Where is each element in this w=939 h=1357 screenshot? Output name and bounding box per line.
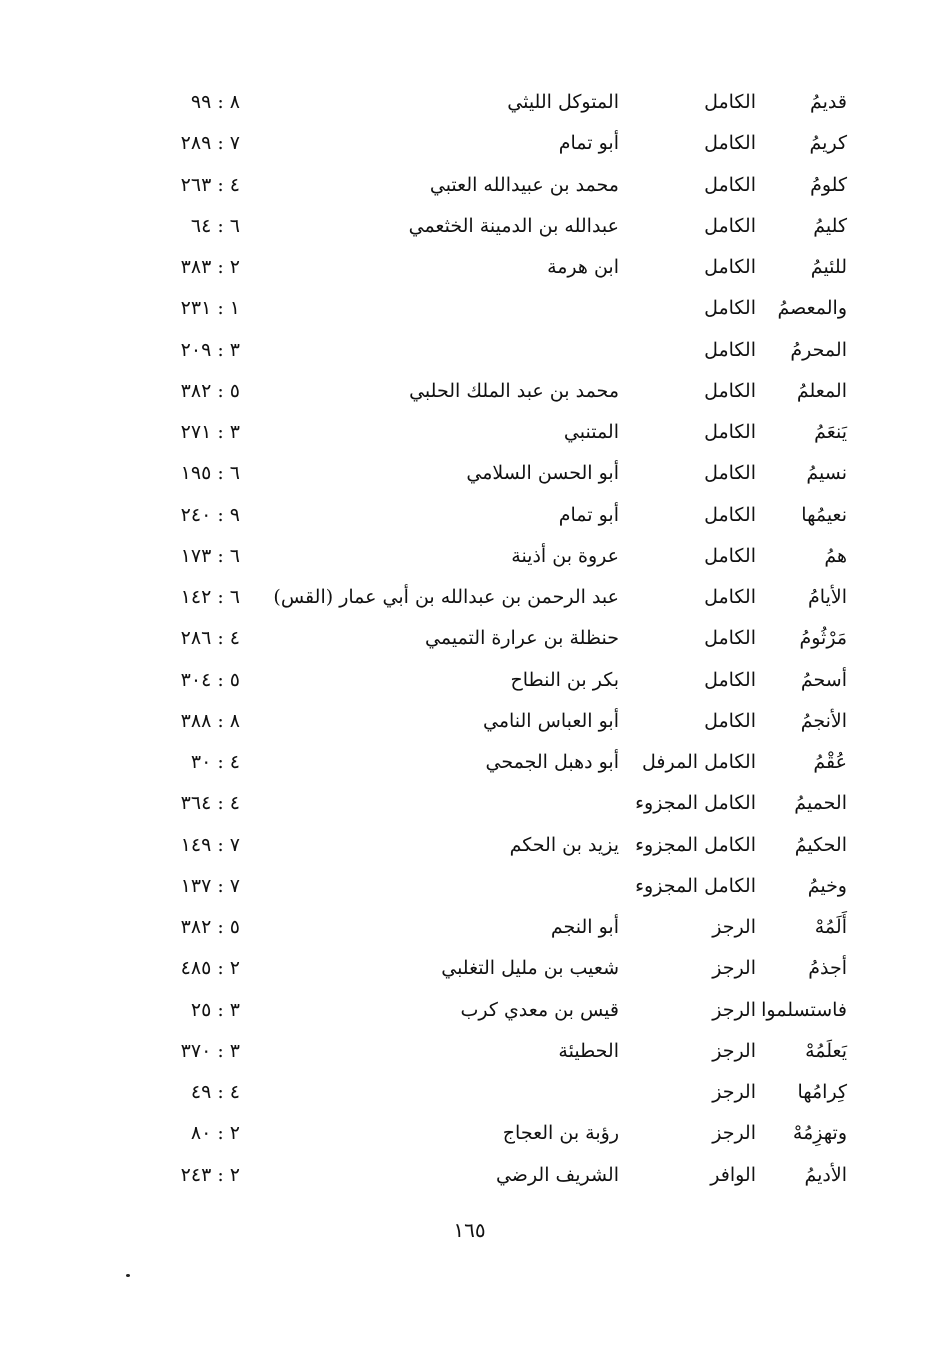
rhyme-word: وخيمُ bbox=[807, 874, 847, 897]
table-row bbox=[0, 371, 939, 412]
volume-page-reference: ٨ : ٣٨٨ bbox=[180, 709, 240, 732]
volume-page-reference: ٣ : ٢٥ bbox=[190, 998, 240, 1021]
volume-page-reference: ٤ : ٢٦٣ bbox=[180, 173, 240, 196]
scan-speck bbox=[126, 1274, 130, 1277]
volume-page-reference: ٢ : ٣٨٣ bbox=[180, 256, 240, 278]
rhyme-word: أَلَمُهْ bbox=[814, 916, 847, 938]
table-row bbox=[0, 990, 939, 1031]
index-table bbox=[0, 82, 939, 1196]
poet-name: رؤبة بن العجاج bbox=[502, 1122, 619, 1145]
table-row bbox=[0, 866, 939, 907]
volume-page-reference: ٦ : ٦٤ bbox=[190, 214, 240, 237]
rhyme-word: أسحمُ bbox=[800, 668, 847, 691]
rhyme-word: للئيمُ bbox=[810, 256, 847, 278]
meter-name: الرجز bbox=[712, 998, 756, 1021]
volume-page-reference: ٧ : ٢٨٩ bbox=[180, 132, 240, 155]
rhyme-word: مَرْثُومُ bbox=[799, 627, 847, 650]
volume-page-reference: ٣ : ٢٧١ bbox=[180, 421, 240, 443]
rhyme-word: والمعصمُ bbox=[777, 297, 847, 320]
table-row bbox=[0, 948, 939, 989]
volume-page-reference: ٦ : ١٤٢ bbox=[180, 586, 240, 608]
meter-name: الكامل bbox=[704, 627, 756, 650]
meter-name: الكامل المرفل bbox=[642, 751, 756, 773]
volume-page-reference: ٥ : ٣٨٢ bbox=[180, 916, 240, 938]
table-row bbox=[0, 618, 939, 659]
meter-name: الكامل المجزوء bbox=[635, 792, 756, 815]
rhyme-word: الأنجمُ bbox=[800, 709, 847, 732]
table-row bbox=[0, 453, 939, 494]
page-number: ١٦٥ bbox=[453, 1218, 486, 1242]
table-row bbox=[0, 206, 939, 247]
volume-page-reference: ٧ : ١٣٧ bbox=[180, 874, 240, 897]
meter-name: الكامل bbox=[704, 709, 756, 732]
volume-page-reference: ٣ : ٢٠٩ bbox=[180, 338, 240, 361]
rhyme-word: المحرمُ bbox=[790, 338, 847, 361]
table-row bbox=[0, 1031, 939, 1072]
volume-page-reference: ٤ : ٢٨٦ bbox=[180, 627, 240, 650]
volume-page-reference: ٥ : ٣٠٤ bbox=[180, 668, 240, 691]
table-row bbox=[0, 783, 939, 824]
meter-name: الكامل bbox=[704, 544, 756, 567]
volume-page-reference: ٦ : ١٧٣ bbox=[180, 544, 240, 567]
rhyme-word: كريمُ bbox=[809, 132, 847, 155]
meter-name: الكامل bbox=[704, 379, 756, 402]
poet-name: المتوكل الليثي bbox=[507, 91, 619, 113]
rhyme-word: المعلمُ bbox=[796, 379, 847, 402]
meter-name: الكامل bbox=[704, 462, 756, 485]
table-row bbox=[0, 701, 939, 742]
meter-name: الوافر bbox=[710, 1163, 756, 1186]
meter-name: الرجز bbox=[712, 1039, 756, 1062]
poet-name: أبو دهبل الجمحي bbox=[485, 751, 619, 773]
rhyme-word: الحكيمُ bbox=[794, 833, 847, 856]
poet-name: قيس بن معدي كرب bbox=[460, 998, 619, 1021]
table-row bbox=[0, 742, 939, 783]
poet-name: أبو تمام bbox=[558, 503, 619, 526]
meter-name: الكامل bbox=[704, 256, 756, 278]
meter-name: الرجز bbox=[712, 957, 756, 980]
rhyme-word: الحميمُ bbox=[794, 792, 847, 815]
meter-name: الكامل bbox=[704, 421, 756, 443]
table-row bbox=[0, 82, 939, 123]
volume-page-reference: ٨ : ٩٩ bbox=[190, 91, 240, 113]
rhyme-word: كِرامُها bbox=[797, 1081, 847, 1103]
rhyme-word: أجذمُ bbox=[808, 957, 847, 980]
table-row bbox=[0, 1113, 939, 1154]
table-row bbox=[0, 288, 939, 329]
volume-page-reference: ٦ : ١٩٥ bbox=[180, 462, 240, 485]
poet-name: أبو الحسن السلامي bbox=[466, 462, 619, 485]
volume-page-reference: ٥ : ٣٨٢ bbox=[180, 379, 240, 402]
poet-name: أبو العباس النامي bbox=[482, 709, 619, 732]
meter-name: الرجز bbox=[712, 1081, 756, 1103]
volume-page-reference: ٢ : ٢٤٣ bbox=[180, 1163, 240, 1186]
rhyme-word: الأديمُ bbox=[804, 1163, 847, 1186]
meter-name: الكامل bbox=[704, 338, 756, 361]
poet-name: حنظلة بن عرارة التميمي bbox=[425, 627, 619, 650]
rhyme-word: الأيامُ bbox=[808, 586, 847, 608]
poet-name: أبو تمام bbox=[558, 132, 619, 155]
meter-name: الكامل bbox=[704, 173, 756, 196]
rhyme-word: همُ bbox=[824, 544, 847, 567]
volume-page-reference: ٤ : ٣٦٤ bbox=[180, 792, 240, 815]
rhyme-word: كليمُ bbox=[813, 214, 847, 237]
poet-name: الشريف الرضي bbox=[495, 1163, 619, 1186]
rhyme-word: فاستسلموا bbox=[761, 998, 847, 1021]
rhyme-word: يَعلَمُهْ bbox=[805, 1039, 847, 1062]
meter-name: الكامل bbox=[704, 668, 756, 691]
poet-name: المتنبي bbox=[563, 421, 619, 443]
rhyme-word: نسيمُ bbox=[806, 462, 847, 485]
poet-name: محمد بن عبيدالله العتبي bbox=[429, 173, 619, 196]
meter-name: الكامل المجزوء bbox=[635, 833, 756, 856]
poet-name: عروة بن أذينة bbox=[511, 544, 619, 567]
table-row bbox=[0, 495, 939, 536]
table-row bbox=[0, 577, 939, 618]
volume-page-reference: ٢ : ٨٠ bbox=[190, 1122, 240, 1145]
poet-name: شعيب بن مليل التغلبي bbox=[441, 957, 619, 980]
rhyme-word: عُقْمُ bbox=[813, 751, 847, 773]
table-row bbox=[0, 123, 939, 164]
table-row bbox=[0, 330, 939, 371]
volume-page-reference: ٢ : ٤٨٥ bbox=[180, 957, 240, 980]
table-row bbox=[0, 1072, 939, 1113]
volume-page-reference: ٧ : ١٤٩ bbox=[180, 833, 240, 856]
meter-name: الكامل bbox=[704, 503, 756, 526]
meter-name: الرجز bbox=[712, 1122, 756, 1145]
table-row bbox=[0, 536, 939, 577]
poet-name: محمد بن عبد الملك الحلبي bbox=[409, 379, 619, 402]
volume-page-reference: ٤ : ٤٩ bbox=[190, 1081, 240, 1103]
table-row bbox=[0, 907, 939, 948]
poet-name: ابن هرمة bbox=[547, 256, 619, 278]
poet-name: بكر بن النطاح bbox=[510, 668, 619, 691]
poet-name: عبد الرحمن بن عبدالله بن أبي عمار (القس) bbox=[273, 586, 619, 608]
meter-name: الكامل bbox=[704, 132, 756, 155]
volume-page-reference: ٩ : ٢٤٠ bbox=[180, 503, 240, 526]
rhyme-word: كلومُ bbox=[810, 173, 847, 196]
meter-name: الكامل bbox=[704, 586, 756, 608]
poet-name: يزيد بن الحكم bbox=[509, 833, 619, 856]
table-row bbox=[0, 412, 939, 453]
rhyme-word: قديمُ bbox=[810, 91, 847, 113]
table-row bbox=[0, 825, 939, 866]
poet-name: أبو النجم bbox=[550, 916, 619, 938]
rhyme-word: يَنعَمُ bbox=[814, 421, 847, 443]
table-row bbox=[0, 1155, 939, 1196]
meter-name: الكامل المجزوء bbox=[635, 874, 756, 897]
meter-name: الكامل bbox=[704, 297, 756, 320]
poet-name: عبدالله بن الدمينة الخثعمي bbox=[408, 214, 619, 237]
meter-name: الرجز bbox=[712, 916, 756, 938]
table-row bbox=[0, 165, 939, 206]
volume-page-reference: ١ : ٢٣١ bbox=[180, 297, 240, 320]
poet-name: الحطيئة bbox=[558, 1039, 619, 1062]
rhyme-word: وتهزِمُهْ bbox=[792, 1122, 847, 1145]
meter-name: الكامل bbox=[704, 91, 756, 113]
rhyme-word: نعيمُها bbox=[801, 503, 847, 526]
volume-page-reference: ٤ : ٣٠ bbox=[190, 751, 240, 773]
volume-page-reference: ٣ : ٣٧٠ bbox=[180, 1039, 240, 1062]
meter-name: الكامل bbox=[704, 214, 756, 237]
table-row bbox=[0, 247, 939, 288]
table-row bbox=[0, 660, 939, 701]
